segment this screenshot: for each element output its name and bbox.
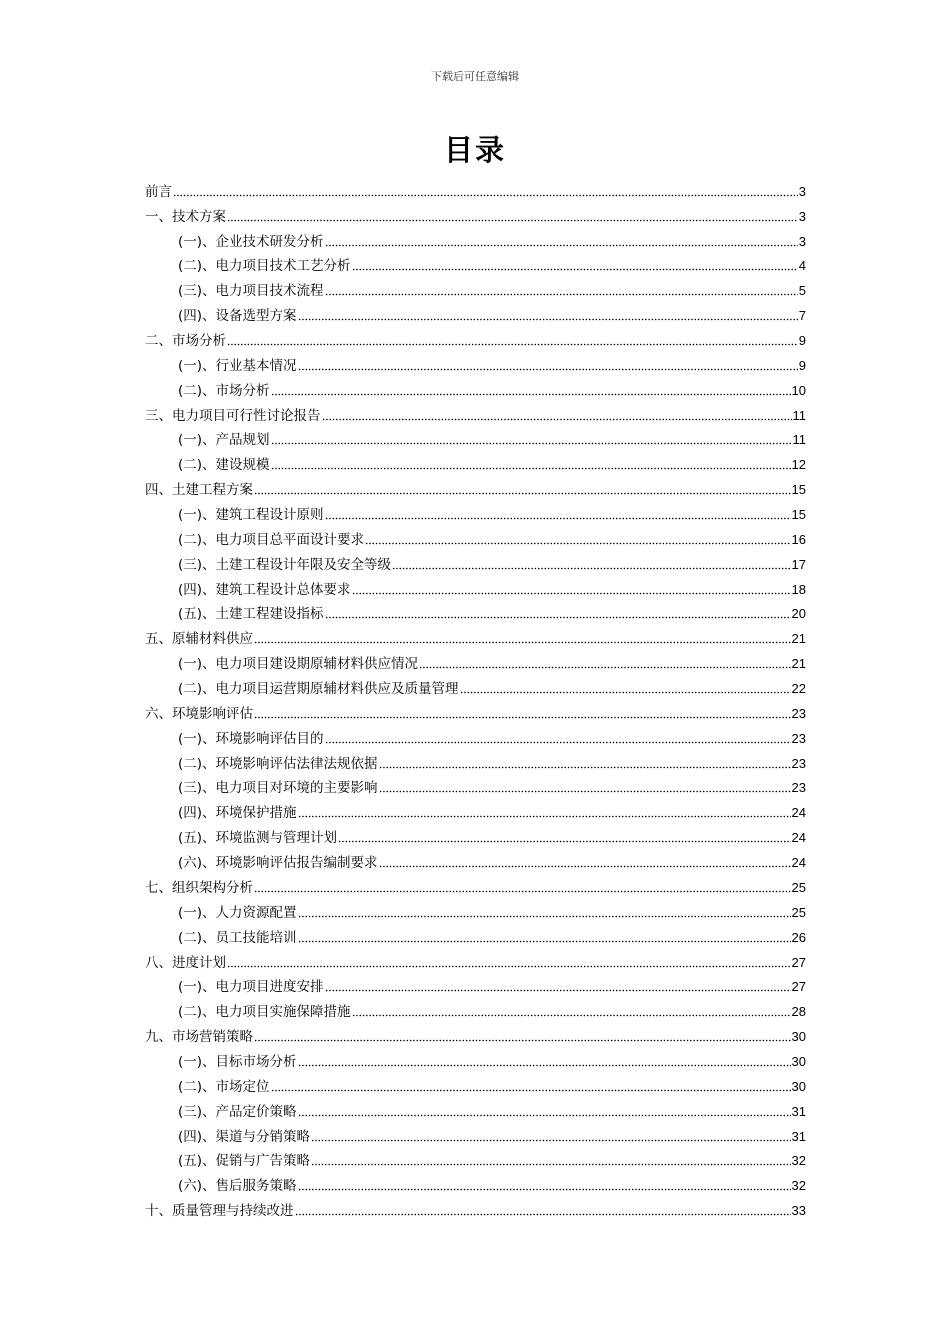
toc-dot-leader — [254, 1030, 791, 1042]
toc-entry-page-number: 15 — [791, 507, 806, 523]
toc-entry[interactable] — [145, 574, 806, 599]
toc-dot-leader — [311, 1154, 790, 1166]
toc-dot-leader — [254, 632, 791, 644]
toc-entry-label: (二)、电力项目技术工艺分析 — [178, 258, 351, 275]
toc-entry-label: 一、技术方案 — [145, 208, 226, 225]
toc-entry[interactable] — [145, 822, 806, 847]
toc-entry-label: (四)、设备选型方案 — [178, 308, 297, 325]
toc-entry-page-number: 16 — [791, 531, 806, 547]
toc-entry[interactable] — [145, 201, 806, 226]
toc-entry-label: (六)、售后服务策略 — [178, 1178, 297, 1195]
toc-entry-page-number: 9 — [798, 333, 806, 349]
toc-dot-leader — [254, 707, 791, 719]
toc-entry[interactable] — [145, 300, 806, 325]
toc-entry-page-number: 23 — [791, 780, 806, 796]
toc-dot-leader — [271, 433, 792, 445]
toc-entry-label: 六、环境影响评估 — [145, 705, 253, 722]
toc-entry[interactable] — [145, 251, 806, 276]
toc-entry-label: (二)、电力项目运营期原辅材料供应及质量管理 — [178, 681, 459, 698]
toc-dot-leader — [298, 309, 798, 321]
toc-entry-page-number: 9 — [798, 357, 806, 373]
toc-entry-page-number: 31 — [791, 1103, 806, 1119]
toc-dot-leader — [311, 1130, 790, 1142]
toc-entry-page-number: 21 — [791, 631, 806, 647]
toc-entry-label: 四、土建工程方案 — [145, 482, 253, 499]
toc-entry-label: (三)、电力项目技术流程 — [178, 283, 324, 300]
toc-entry-label: 九、市场营销策略 — [145, 1029, 253, 1046]
toc-dot-leader — [271, 458, 791, 470]
toc-entry-page-number: 30 — [791, 1078, 806, 1094]
toc-entry-label: (一)、企业技术研发分析 — [178, 233, 324, 250]
toc-entry-label: (一)、电力项目进度安排 — [178, 979, 324, 996]
toc-dot-leader — [325, 284, 798, 296]
toc-entry-label: (三)、产品定价策略 — [178, 1103, 297, 1120]
toc-entry-label: (一)、电力项目建设期原辅材料供应情况 — [178, 656, 419, 673]
toc-entry[interactable] — [145, 797, 806, 822]
toc-entry-page-number: 3 — [798, 208, 806, 224]
toc-dot-leader — [298, 1105, 791, 1117]
toc-entry[interactable] — [145, 972, 806, 997]
toc-entry-label: 三、电力项目可行性讨论报告 — [145, 407, 321, 424]
toc-entry-label: (一)、目标市场分析 — [178, 1053, 297, 1070]
toc-entry[interactable] — [145, 325, 806, 350]
toc-entry-label: (三)、电力项目对环境的主要影响 — [178, 780, 378, 797]
toc-entry-label: (六)、环境影响评估报告编制要求 — [178, 855, 378, 872]
toc-entry-page-number: 20 — [791, 606, 806, 622]
toc-entry[interactable] — [145, 1146, 806, 1171]
toc-dot-leader — [227, 210, 798, 222]
toc-entry-page-number: 7 — [798, 308, 806, 324]
toc-entry-label: (二)、建设规模 — [178, 457, 270, 474]
toc-entry[interactable] — [145, 698, 806, 723]
toc-entry-label: (二)、电力项目总平面设计要求 — [178, 531, 365, 548]
toc-entry-label: (四)、环境保护措施 — [178, 805, 297, 822]
toc-entry-label: (四)、建筑工程设计总体要求 — [178, 581, 351, 598]
toc-entry-label: 八、进度计划 — [145, 954, 226, 971]
toc-entry[interactable] — [145, 773, 806, 798]
toc-entry[interactable] — [145, 1021, 806, 1046]
toc-dot-leader — [227, 956, 791, 968]
toc-dot-leader — [392, 558, 790, 570]
toc-dot-leader — [352, 1005, 791, 1017]
toc-entry[interactable] — [145, 847, 806, 872]
toc-dot-leader — [271, 1080, 791, 1092]
toc-entry-label: (一)、产品规划 — [178, 432, 270, 449]
toc-entry[interactable] — [145, 275, 806, 300]
toc-entry-label: (二)、市场定位 — [178, 1078, 270, 1095]
toc-entry-page-number: 32 — [791, 1178, 806, 1194]
toc-entry[interactable] — [145, 996, 806, 1021]
toc-entry[interactable] — [145, 648, 806, 673]
toc-dot-leader — [227, 334, 798, 346]
toc-entry[interactable] — [145, 748, 806, 773]
toc-entry-label: 七、组织架构分析 — [145, 879, 253, 896]
toc-entry-page-number: 17 — [791, 556, 806, 572]
toc-entry-page-number: 24 — [791, 805, 806, 821]
toc-entry[interactable] — [145, 350, 806, 375]
toc-dot-leader — [419, 657, 790, 669]
toc-entry-page-number: 30 — [791, 1029, 806, 1045]
toc-entry-page-number: 27 — [791, 954, 806, 970]
toc-entry-label: 五、原辅材料供应 — [145, 631, 253, 648]
toc-entry-label: (二)、市场分析 — [178, 382, 270, 399]
toc-entry-label: (五)、促销与广告策略 — [178, 1153, 311, 1170]
toc-entry[interactable] — [145, 897, 806, 922]
toc-dot-leader — [298, 359, 798, 371]
toc-entry[interactable] — [145, 1046, 806, 1071]
toc-dot-leader — [271, 384, 791, 396]
toc-entry-page-number: 23 — [791, 755, 806, 771]
toc-entry-label: (一)、行业基本情况 — [178, 357, 297, 374]
toc-entry-page-number: 30 — [791, 1053, 806, 1069]
toc-entry-label: (一)、建筑工程设计原则 — [178, 507, 324, 524]
toc-dot-leader — [254, 881, 791, 893]
toc-entry-page-number: 3 — [798, 233, 806, 249]
toc-dot-leader — [298, 931, 791, 943]
toc-entry-page-number: 26 — [791, 929, 806, 945]
toc-entry-page-number: 28 — [791, 1004, 806, 1020]
toc-dot-leader — [298, 1055, 791, 1067]
toc-entry[interactable] — [145, 474, 806, 499]
toc-entry-page-number: 31 — [791, 1128, 806, 1144]
toc-entry-label: (五)、环境监测与管理计划 — [178, 830, 338, 847]
toc-entry[interactable] — [145, 1096, 806, 1121]
toc-entry-page-number: 24 — [791, 855, 806, 871]
toc-entry[interactable] — [145, 499, 806, 524]
toc-entry-page-number: 10 — [791, 382, 806, 398]
toc-dot-leader — [460, 682, 791, 694]
table-of-contents — [145, 176, 806, 1220]
toc-entry-page-number: 4 — [798, 258, 806, 274]
toc-dot-leader — [325, 508, 791, 520]
toc-dot-leader — [173, 185, 798, 197]
toc-entry-label: 前言 — [145, 183, 172, 200]
page-header: 下载后可任意编辑 — [431, 70, 519, 83]
toc-entry[interactable] — [145, 1121, 806, 1146]
toc-entry-label: (二)、环境影响评估法律法规依据 — [178, 755, 378, 772]
toc-entry[interactable] — [145, 375, 806, 400]
toc-entry[interactable] — [145, 723, 806, 748]
toc-entry-label: 十、质量管理与持续改进 — [145, 1203, 294, 1220]
toc-entry[interactable] — [145, 524, 806, 549]
toc-entry[interactable] — [145, 1195, 806, 1220]
toc-entry[interactable] — [145, 449, 806, 474]
toc-entry-label: (二)、电力项目实施保障措施 — [178, 1004, 351, 1021]
toc-dot-leader — [254, 483, 791, 495]
toc-entry-page-number: 25 — [791, 879, 806, 895]
toc-dot-leader — [298, 906, 791, 918]
toc-entry[interactable] — [145, 549, 806, 574]
toc-entry[interactable] — [145, 872, 806, 897]
toc-entry-label: 二、市场分析 — [145, 333, 226, 350]
toc-entry-page-number: 22 — [791, 681, 806, 697]
toc-entry[interactable] — [145, 623, 806, 648]
toc-entry[interactable] — [145, 1170, 806, 1195]
toc-dot-leader — [379, 781, 791, 793]
toc-entry-page-number: 24 — [791, 830, 806, 846]
toc-entry[interactable] — [145, 922, 806, 947]
toc-entry-page-number: 23 — [791, 730, 806, 746]
toc-entry[interactable] — [145, 425, 806, 450]
toc-dot-leader — [322, 409, 792, 421]
toc-entry-page-number: 11 — [792, 407, 806, 423]
toc-entry-label: (四)、渠道与分销策略 — [178, 1128, 311, 1145]
toc-entry[interactable] — [145, 226, 806, 251]
toc-dot-leader — [379, 757, 791, 769]
toc-dot-leader — [352, 583, 791, 595]
toc-entry[interactable] — [145, 947, 806, 972]
toc-entry-page-number: 5 — [798, 283, 806, 299]
toc-entry-page-number: 3 — [798, 183, 806, 199]
toc-dot-leader — [352, 259, 798, 271]
toc-entry-page-number: 23 — [791, 705, 806, 721]
toc-entry-label: (一)、人力资源配置 — [178, 904, 297, 921]
toc-entry-label: (五)、土建工程建设指标 — [178, 606, 324, 623]
toc-entry-page-number: 25 — [791, 904, 806, 920]
toc-dot-leader — [325, 980, 791, 992]
toc-entry-page-number: 32 — [791, 1153, 806, 1169]
toc-entry-label: (一)、环境影响评估目的 — [178, 730, 324, 747]
toc-dot-leader — [325, 235, 798, 247]
toc-entry-page-number: 27 — [791, 979, 806, 995]
toc-dot-leader — [325, 732, 791, 744]
toc-entry-label: (二)、员工技能培训 — [178, 929, 297, 946]
toc-dot-leader — [298, 1179, 791, 1191]
toc-entry-label: (三)、土建工程设计年限及安全等级 — [178, 556, 392, 573]
toc-entry[interactable] — [145, 400, 806, 425]
toc-dot-leader — [379, 856, 791, 868]
toc-dot-leader — [338, 831, 790, 843]
toc-entry[interactable] — [145, 599, 806, 624]
toc-dot-leader — [295, 1204, 791, 1216]
toc-entry[interactable] — [145, 673, 806, 698]
toc-entry[interactable] — [145, 176, 806, 201]
toc-entry-page-number: 21 — [791, 656, 806, 672]
page-title: 目录 — [443, 133, 506, 167]
toc-entry-page-number: 12 — [791, 457, 806, 473]
toc-entry-page-number: 11 — [792, 432, 806, 448]
toc-entry[interactable] — [145, 1071, 806, 1096]
toc-entry-page-number: 18 — [791, 581, 806, 597]
toc-dot-leader — [298, 806, 791, 818]
toc-dot-leader — [365, 533, 790, 545]
toc-entry-page-number: 15 — [791, 482, 806, 498]
toc-dot-leader — [325, 607, 791, 619]
toc-entry-page-number: 33 — [791, 1203, 806, 1219]
